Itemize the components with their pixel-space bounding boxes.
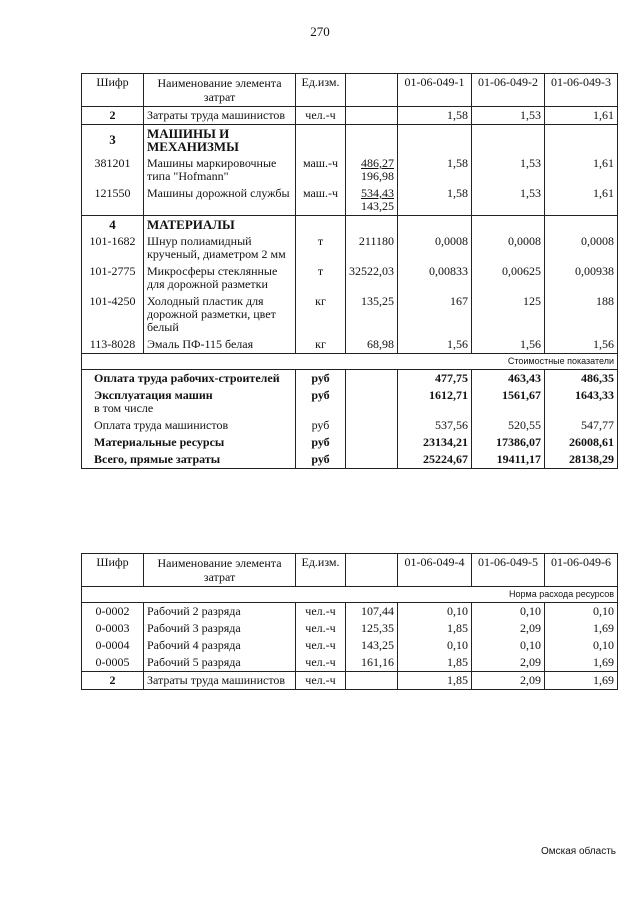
header-col-3: 01-06-049-6 <box>545 554 618 587</box>
header-name: Наименование элемента затрат <box>144 74 296 107</box>
header-price <box>346 554 398 587</box>
row-name: Шнур полиамидный крученый, диаметром 2 мм <box>144 233 296 263</box>
resource-table-2 <box>81 553 618 690</box>
row-value: 1,53 <box>472 155 545 185</box>
summary-value: 1643,33 <box>545 387 618 417</box>
section-code: 4 <box>82 216 144 234</box>
row-value: 1,61 <box>545 185 618 216</box>
header-code: Шифр <box>82 554 144 587</box>
summary-label: Эксплуатация машин <box>94 388 213 402</box>
summary-value: 547,77 <box>545 417 618 434</box>
table-row <box>82 263 618 293</box>
table-row <box>82 233 618 263</box>
summary-value: 1561,67 <box>472 387 545 417</box>
row-code: 0-0002 <box>82 603 144 621</box>
row-code: 2 <box>82 107 144 125</box>
section-title: МАТЕРИАЛЫ <box>144 216 296 234</box>
row-value: 0,0008 <box>472 233 545 263</box>
summary-row <box>82 417 618 434</box>
summary-value: 28138,29 <box>545 451 618 469</box>
row-code: 0-0003 <box>82 620 144 637</box>
row-name: Затраты труда машинистов <box>144 672 296 690</box>
row-value: 0,10 <box>472 637 545 654</box>
row-value: 188 <box>545 293 618 336</box>
summary-label: Всего, прямые затраты <box>82 451 296 469</box>
row-price: 534,43 <box>361 186 394 200</box>
table-row <box>82 293 618 336</box>
row-value: 1,56 <box>545 336 618 354</box>
header-unit: Ед.изм. <box>296 554 346 587</box>
summary-unit: руб <box>296 434 346 451</box>
row-price-sub: 196,98 <box>361 169 394 183</box>
row-value: 0,10 <box>398 637 472 654</box>
row-price: 161,16 <box>346 654 398 672</box>
summary-value: 26008,61 <box>545 434 618 451</box>
norm-note: Норма расхода ресурсов <box>82 587 618 603</box>
footer-region: Омская область <box>540 846 616 857</box>
row-name: Машины дорожной службы <box>144 185 296 216</box>
row-value: 2,09 <box>472 620 545 637</box>
row-price: 107,44 <box>346 603 398 621</box>
summary-row <box>82 451 618 469</box>
row-value: 1,85 <box>398 620 472 637</box>
summary-value: 17386,07 <box>472 434 545 451</box>
table-row <box>82 107 618 125</box>
table-row <box>82 336 618 354</box>
summary-value: 25224,67 <box>398 451 472 469</box>
summary-label: Материальные ресурсы <box>82 434 296 451</box>
row-unit: маш.-ч <box>296 155 346 185</box>
row-code: 121550 <box>82 185 144 216</box>
row-value: 1,58 <box>398 107 472 125</box>
row-price: 143,25 <box>346 637 398 654</box>
summary-value: 537,56 <box>398 417 472 434</box>
page-number: 270 <box>310 24 330 39</box>
summary-value: 19411,17 <box>472 451 545 469</box>
row-value: 1,69 <box>545 620 618 637</box>
summary-unit: руб <box>296 451 346 469</box>
table-row <box>82 620 618 637</box>
section-row <box>82 216 618 234</box>
row-unit: кг <box>296 293 346 336</box>
row-value: 1,58 <box>398 185 472 216</box>
row-price: 135,25 <box>346 293 398 336</box>
row-value: 0,00625 <box>472 263 545 293</box>
norm-caption <box>82 587 618 603</box>
row-code: 0-0005 <box>82 654 144 672</box>
row-value: 0,10 <box>545 637 618 654</box>
summary-label: Оплата труда машинистов <box>82 417 296 434</box>
header-col-1: 01-06-049-4 <box>398 554 472 587</box>
row-value: 1,53 <box>472 107 545 125</box>
summary-value: 486,35 <box>545 370 618 388</box>
header-price <box>346 74 398 107</box>
summary-unit: руб <box>296 387 346 417</box>
row-unit: маш.-ч <box>296 185 346 216</box>
row-name: Рабочий 3 разряда <box>144 620 296 637</box>
row-unit: чел.-ч <box>296 107 346 125</box>
row-price: 211180 <box>346 233 398 263</box>
table-row <box>82 654 618 672</box>
summary-value: 463,43 <box>472 370 545 388</box>
row-value: 1,56 <box>472 336 545 354</box>
cost-indicators-caption <box>82 354 618 370</box>
row-code: 101-1682 <box>82 233 144 263</box>
row-price: 32522,03 <box>346 263 398 293</box>
row-value: 2,09 <box>472 654 545 672</box>
cost-note: Стоимостные показатели <box>82 354 618 370</box>
table-header-row <box>82 74 618 107</box>
header-col-2: 01-06-049-5 <box>472 554 545 587</box>
row-name: Микросферы стеклянные для дорожной разметки <box>144 263 296 293</box>
table-header-row <box>82 554 618 587</box>
row-name: Машины маркировочные типа "Hofmann" <box>144 155 296 185</box>
resource-table-1 <box>81 73 618 469</box>
row-unit: т <box>296 263 346 293</box>
row-unit: чел.-ч <box>296 620 346 637</box>
row-value: 1,61 <box>545 107 618 125</box>
summary-unit: руб <box>296 370 346 388</box>
row-code: 381201 <box>82 155 144 185</box>
row-value: 167 <box>398 293 472 336</box>
table-row <box>82 185 618 216</box>
row-value: 1,61 <box>545 155 618 185</box>
table-row <box>82 672 618 690</box>
row-value: 1,56 <box>398 336 472 354</box>
row-price-sub: 143,25 <box>361 199 394 213</box>
row-value: 1,69 <box>545 672 618 690</box>
row-code: 2 <box>82 672 144 690</box>
header-name: Наименование элемента затрат <box>144 554 296 587</box>
row-value: 0,10 <box>472 603 545 621</box>
row-value: 1,69 <box>545 654 618 672</box>
summary-value: 520,55 <box>472 417 545 434</box>
row-value: 125 <box>472 293 545 336</box>
row-value: 1,85 <box>398 654 472 672</box>
row-value: 0,10 <box>398 603 472 621</box>
row-value: 0,00833 <box>398 263 472 293</box>
summary-row <box>82 387 618 417</box>
row-value: 0,10 <box>545 603 618 621</box>
row-code: 0-0004 <box>82 637 144 654</box>
row-code: 113-8028 <box>82 336 144 354</box>
table-row <box>82 637 618 654</box>
summary-row <box>82 370 618 388</box>
row-code: 101-4250 <box>82 293 144 336</box>
row-name: Рабочий 5 разряда <box>144 654 296 672</box>
header-col-2: 01-06-049-2 <box>472 74 545 107</box>
row-unit: т <box>296 233 346 263</box>
row-value: 1,58 <box>398 155 472 185</box>
section-row <box>82 125 618 156</box>
row-unit: чел.-ч <box>296 637 346 654</box>
row-value: 0,00938 <box>545 263 618 293</box>
row-name: Рабочий 4 разряда <box>144 637 296 654</box>
table-row <box>82 603 618 621</box>
row-unit: чел.-ч <box>296 672 346 690</box>
row-name: Затраты труда машинистов <box>144 107 296 125</box>
row-value: 2,09 <box>472 672 545 690</box>
row-value: 1,85 <box>398 672 472 690</box>
row-code: 101-2775 <box>82 263 144 293</box>
table-row <box>82 155 618 185</box>
header-col-1: 01-06-049-1 <box>398 74 472 107</box>
row-price: 486,27 <box>361 156 394 170</box>
summary-label: Оплата труда рабочих-строителей <box>82 370 296 388</box>
row-price: 68,98 <box>346 336 398 354</box>
row-name: Эмаль ПФ-115 белая <box>144 336 296 354</box>
section-code: 3 <box>82 125 144 156</box>
summary-value: 1612,71 <box>398 387 472 417</box>
section-title: МАШИНЫ И МЕХАНИЗМЫ <box>144 125 296 156</box>
row-value: 0,0008 <box>545 233 618 263</box>
summary-value: 477,75 <box>398 370 472 388</box>
summary-unit: руб <box>296 417 346 434</box>
row-unit: чел.-ч <box>296 603 346 621</box>
row-name: Рабочий 2 разряда <box>144 603 296 621</box>
summary-sublabel: в том числе <box>94 401 154 415</box>
row-unit: чел.-ч <box>296 654 346 672</box>
header-code: Шифр <box>82 74 144 107</box>
row-value: 1,53 <box>472 185 545 216</box>
summary-row <box>82 434 618 451</box>
row-name: Холодный пластик для дорожной разметки, цвет белый <box>144 293 296 336</box>
header-col-3: 01-06-049-3 <box>545 74 618 107</box>
row-value: 0,0008 <box>398 233 472 263</box>
summary-value: 23134,21 <box>398 434 472 451</box>
row-unit: кг <box>296 336 346 354</box>
row-price: 125,35 <box>346 620 398 637</box>
header-unit: Ед.изм. <box>296 74 346 107</box>
